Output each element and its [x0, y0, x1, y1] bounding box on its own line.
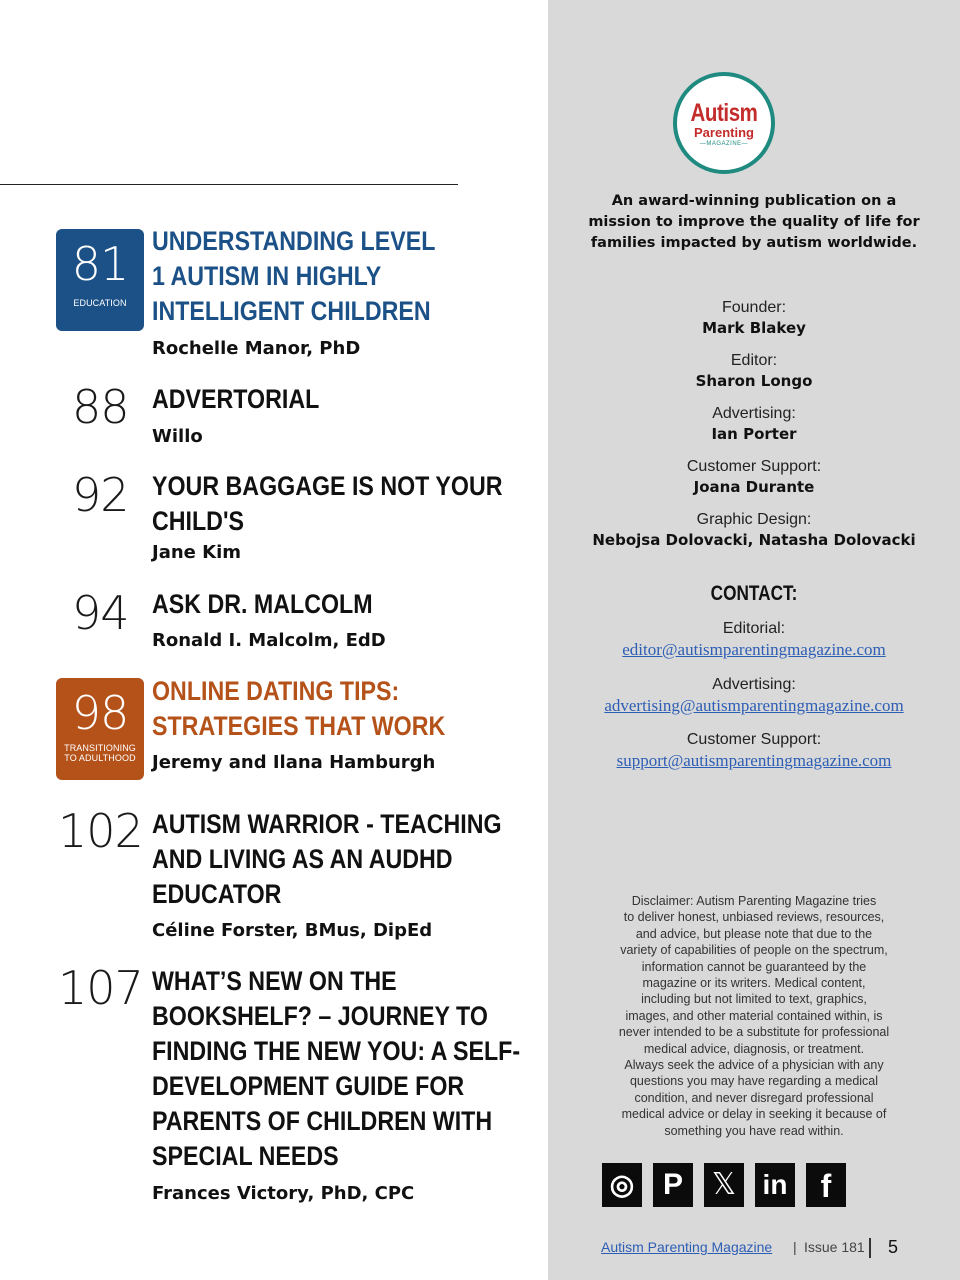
editorial-email-link[interactable]: editor@autismparentingmagazine.com — [622, 640, 886, 659]
title-line: BOOKSHELF? – JOURNEY TO — [152, 1001, 488, 1031]
disclaimer — [548, 893, 960, 1139]
credit-name: Ian Porter — [711, 425, 797, 443]
credit-role: Customer Support: — [686, 458, 822, 475]
disclaimer-line: variety of capabilities of people on the spectrum, — [620, 943, 888, 958]
article-title[interactable] — [152, 224, 470, 329]
masthead-sidebar — [548, 0, 960, 1280]
title-line: EDUCATOR — [152, 879, 282, 909]
contact-editorial — [548, 619, 960, 661]
contact-heading: CONTACT: — [710, 582, 798, 605]
disclaimer-line: Disclaimer: Autism Parenting Magazine tries — [631, 894, 877, 908]
article-author: Ronald I. Malcolm, EdD — [152, 630, 386, 651]
credit-name: Sharon Longo — [695, 372, 813, 390]
section-label: TRANSITIONING — [64, 743, 136, 753]
title-line: YOUR BAGGAGE IS NOT YOUR — [152, 471, 503, 501]
contact-label: Customer Support: — [686, 731, 822, 748]
title-line: SPECIAL NEEDS — [152, 1141, 339, 1171]
contact-advertising — [548, 675, 960, 717]
mission-line: An award-winning publication on a — [611, 193, 897, 209]
contact-label: Advertising: — [712, 676, 796, 693]
instagram-icon[interactable]: ◎ — [602, 1163, 642, 1207]
facebook-icon[interactable]: f — [806, 1163, 846, 1207]
credit-role: Advertising: — [712, 405, 796, 422]
page-number: 88 — [72, 380, 129, 434]
page-number: 94 — [72, 586, 129, 640]
article-author: Rochelle Manor, PhD — [152, 338, 361, 359]
disclaimer-line: images, and other material contained within, is — [625, 1008, 883, 1023]
credit-role: Graphic Design: — [696, 511, 812, 528]
title-line: FINDING THE NEW YOU: A SELF- — [152, 1036, 521, 1066]
credit-graphic-design — [548, 510, 960, 550]
disclaimer-line: Always seek the advice of a physician with any — [624, 1058, 884, 1073]
title-line: UNDERSTANDING LEVEL — [152, 226, 436, 256]
mission-line: families impacted by autism worldwide. — [590, 235, 918, 251]
issue-number: Issue 181 — [804, 1239, 865, 1255]
credit-advertising — [548, 404, 960, 444]
title-line: CHILD'S — [152, 506, 244, 536]
disclaimer-line: to deliver honest, unbiased reviews, resources, — [623, 910, 885, 925]
credit-editor — [548, 351, 960, 391]
disclaimer-line: never intended to be a substitute for professional — [618, 1025, 890, 1040]
social-links — [602, 1163, 906, 1207]
logo-text: —MAGAZINE— — [699, 141, 749, 147]
title-line: ONLINE DATING TIPS: — [152, 676, 400, 706]
footer-divider — [869, 1238, 871, 1258]
credit-name: Joana Durante — [693, 478, 815, 496]
article-title[interactable] — [152, 807, 502, 912]
credit-founder — [548, 298, 960, 338]
page-number-footer: 5 — [888, 1237, 899, 1257]
magazine-logo[interactable] — [673, 72, 775, 174]
article-title[interactable] — [152, 964, 521, 1174]
section-label: EDUCATION — [73, 298, 127, 308]
page-number: 98 — [71, 686, 129, 740]
title-line: STRATEGIES THAT WORK — [152, 711, 446, 741]
disclaimer-line: and advice, but please note that due to the — [635, 926, 873, 941]
title-line: 1 AUTISM IN HIGHLY — [152, 261, 382, 291]
article-author: Jane Kim — [152, 542, 242, 563]
disclaimer-line: including but not limited to text, graphics, — [641, 992, 867, 1007]
magazine-name-link[interactable]: Autism Parenting Magazine — [601, 1239, 773, 1255]
section-badge-transitioning — [56, 678, 144, 780]
credit-role: Editor: — [730, 352, 778, 369]
mission-line: mission to improve the quality of life for — [588, 214, 920, 230]
credit-name: Nebojsa Dolovacki, Natasha Dolovacki — [592, 531, 916, 549]
credit-name: Mark Blakey — [702, 319, 806, 337]
page-number: 102 — [58, 804, 143, 858]
article-author: Jeremy and Ilana Hamburgh — [152, 752, 436, 773]
title-line: INTELLIGENT CHILDREN — [152, 296, 431, 326]
title-line: AUTISM WARRIOR - TEACHING — [152, 809, 502, 839]
title-line: ASK DR. MALCOLM — [152, 589, 373, 619]
title-line: DEVELOPMENT GUIDE FOR — [152, 1071, 465, 1101]
title-line: ADVERTORIAL — [152, 384, 320, 414]
pinterest-icon[interactable]: P — [653, 1163, 693, 1207]
disclaimer-line: condition, and never disregard professional — [634, 1090, 874, 1105]
article-title[interactable] — [152, 587, 470, 622]
article-title[interactable] — [152, 674, 470, 744]
disclaimer-line: magazine or its writers. Medical content, — [642, 976, 866, 991]
section-label: TO ADULTHOOD — [64, 753, 136, 763]
page-number: 81 — [71, 237, 129, 291]
footer-separator: | — [793, 1239, 797, 1255]
disclaimer-line: medical advice or delay in seeking it because of — [621, 1107, 887, 1122]
title-line: PARENTS OF CHILDREN WITH — [152, 1106, 493, 1136]
credit-role: Founder: — [721, 299, 787, 316]
article-title[interactable] — [152, 469, 503, 539]
article-author: Willo — [152, 426, 203, 447]
title-line: WHAT’S NEW ON THE — [152, 966, 397, 996]
disclaimer-line: something you have read within. — [664, 1123, 844, 1138]
page-number: 92 — [72, 468, 129, 522]
article-author: Frances Victory, PhD, CPC — [152, 1183, 415, 1204]
section-badge-education — [56, 229, 144, 331]
linkedin-icon[interactable]: in — [755, 1163, 795, 1207]
article-author: Céline Forster, BMus, DipEd — [152, 920, 433, 941]
title-line: AND LIVING AS AN AUDHD — [152, 844, 453, 874]
credit-customer-support — [548, 457, 960, 497]
x-icon[interactable]: 𝕏 — [704, 1163, 744, 1207]
disclaimer-line: information cannot be guaranteed by the — [641, 959, 867, 974]
advertising-email-link[interactable]: advertising@autismparentingmagazine.com — [604, 696, 904, 715]
logo-text: Parenting — [694, 125, 754, 140]
disclaimer-line: questions you may have regarding a medical — [629, 1074, 879, 1089]
logo-text: Autism — [690, 99, 758, 127]
article-title[interactable] — [152, 382, 470, 417]
contact-label: Editorial: — [722, 620, 786, 637]
mission-statement — [548, 191, 960, 254]
disclaimer-line: medical advice, diagnosis, or treatment. — [643, 1041, 865, 1056]
contact-support — [548, 730, 960, 772]
page-number: 107 — [58, 961, 143, 1015]
support-email-link[interactable]: support@autismparentingmagazine.com — [616, 751, 892, 770]
